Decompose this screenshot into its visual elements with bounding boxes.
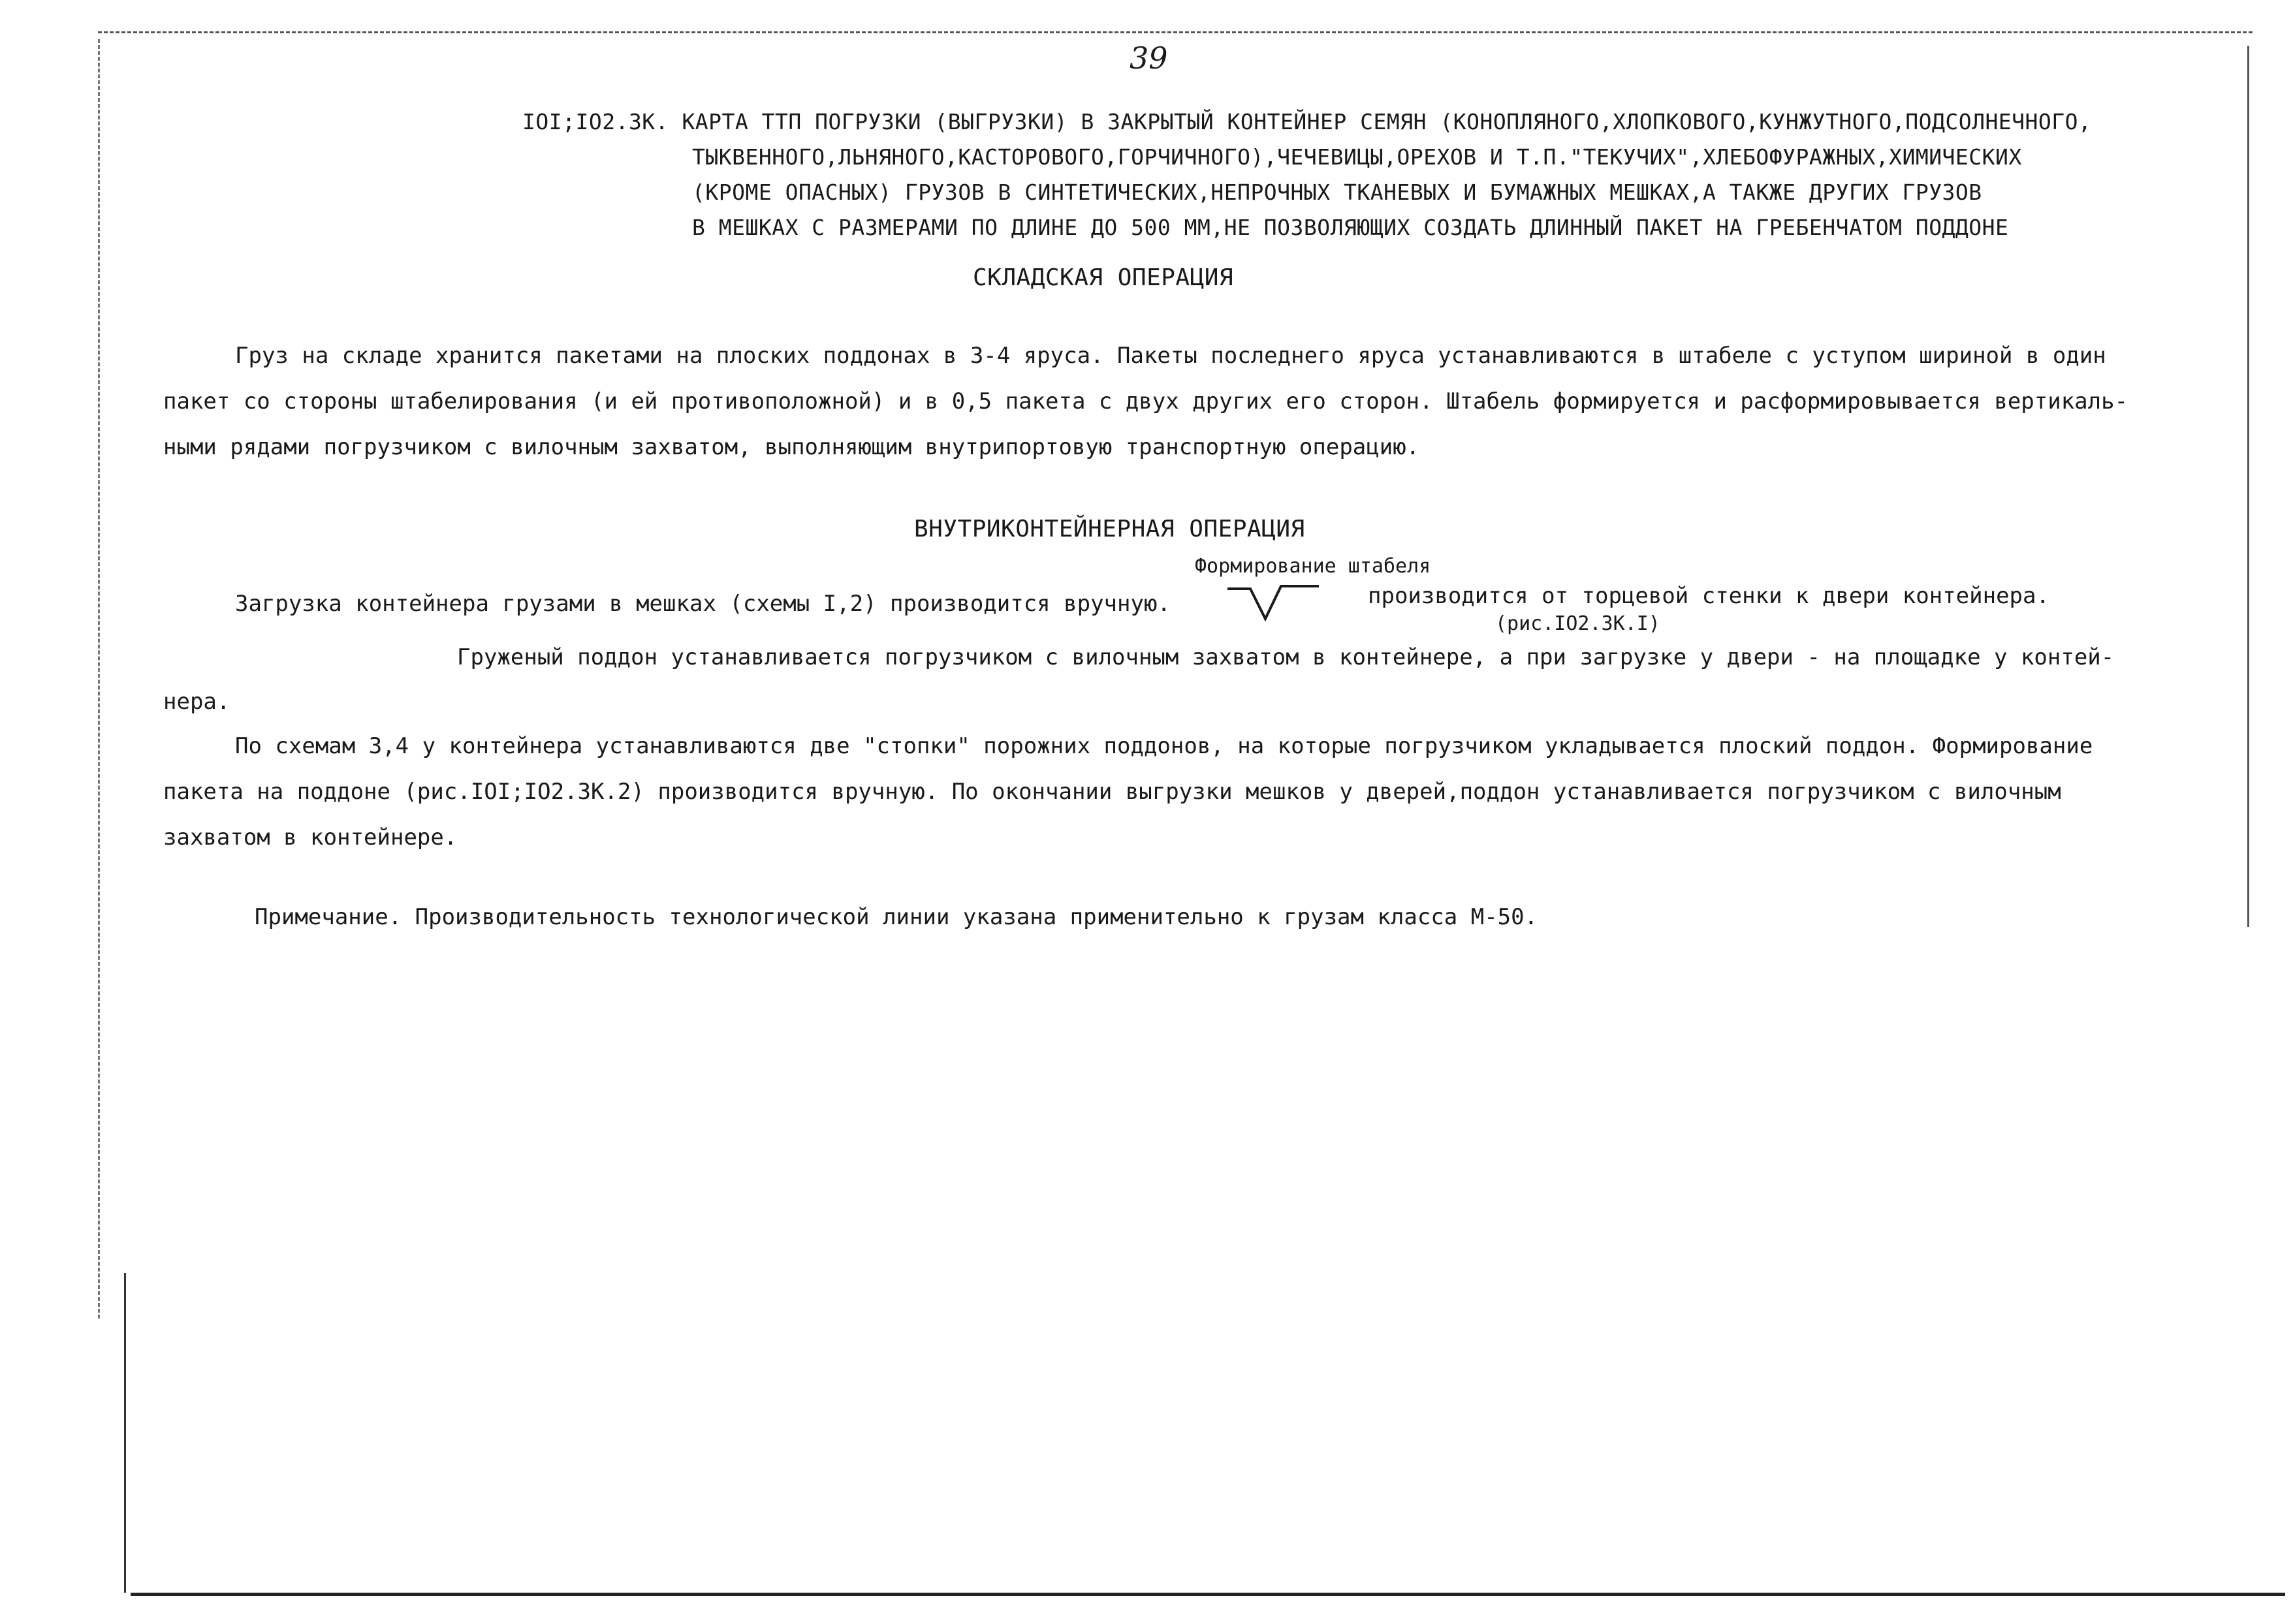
page-frame-right	[2247, 46, 2249, 927]
page-number: 39	[1130, 40, 1168, 76]
paragraph-warehouse	[163, 333, 2239, 470]
container-line-1-left: Загрузка контейнера грузами в мешках (схемы I,2) производится вручную.	[235, 591, 1171, 617]
note: Примечание. Производительность технологической линии указана применительно к грузам класса М-50.	[255, 904, 1538, 930]
container-line-3: нера.	[163, 689, 230, 715]
heading-container-operation: ВНУТРИКОНТЕЙНЕРНАЯ ОПЕРАЦИЯ	[914, 516, 1305, 542]
page-frame-bottom	[131, 1593, 2285, 1596]
pallet-line-3: захватом в контейнере.	[163, 824, 458, 851]
warehouse-line-2: пакет со стороны штабелирования (и ей противоположной) и в 0,5 пакета с двух других его сторон. Штабель формируется и расформировывается вертикаль-	[163, 388, 2128, 414]
paragraph-pallet-stacks	[163, 723, 2239, 860]
warehouse-line-1: Груз на складе хранится пакетами на плоских поддонах в 3-4 яруса. Пакеты последнего яруса устанавливаются в штабеле с уступом шириной в один	[235, 343, 2106, 369]
page-frame-left	[98, 39, 100, 1319]
insertion-mark-icon	[1227, 581, 1319, 627]
title-line-1: IOI;IO2.3К. КАРТА ТТП ПОГРУЗКИ (ВЫГРУЗКИ) В ЗАКРЫТЫЙ КОНТЕЙНЕР СЕМЯН (КОНОПЛЯНОГО,ХЛОПКОВОГО,КУНЖУТНОГО,ПОДСОЛНЕЧНОГО,	[522, 109, 2092, 134]
label-figure-ref: (рис.IO2.3К.I)	[1495, 612, 1660, 635]
title-line-4: В МЕШКАХ С РАЗМЕРАМИ ПО ДЛИНЕ ДО 500 ММ,НЕ ПОЗВОЛЯЮЩИХ СОЗДАТЬ ДЛИННЫЙ ПАКЕТ НА ГРЕБЕНЧАТОМ ПОДДОНЕ	[692, 215, 2009, 240]
label-stack-forming: Формирование штабеля	[1195, 555, 1431, 578]
title-line-2: ТЫКВЕННОГО,ЛЬНЯНОГО,КАСТОРОВОГО,ГОРЧИЧНОГО),ЧЕЧЕВИЦЫ,ОРЕХОВ И Т.П."ТЕКУЧИХ",ХЛЕБОФУРАЖНЫХ,ХИМИЧЕСКИХ	[692, 144, 2022, 170]
pallet-line-2: пакета на поддоне (рис.IOI;IO2.3К.2) производится вручную. По окончании выгрузки мешков у дверей,поддон устанавливается погрузчиком с вилочным	[163, 779, 2061, 805]
container-line-2: Груженый поддон устанавливается погрузчиком с вилочным захватом в контейнере, а при загрузке у двери - на площадке у контей-	[457, 644, 2115, 670]
page-frame-left-lower	[124, 1273, 126, 1593]
page-frame-top	[98, 31, 2253, 33]
pallet-line-1: По схемам 3,4 у контейнера устанавливаются две "стопки" порожних поддонов, на которые погрузчиком укладывается плоский поддон. Формирование	[235, 733, 2093, 759]
heading-warehouse-operation: СКЛАДСКАЯ ОПЕРАЦИЯ	[973, 264, 1234, 291]
warehouse-line-3: ными рядами погрузчиком с вилочным захватом, выполняющим внутрипортовую транспортную операцию.	[163, 434, 1420, 460]
title-line-3: (КРОМЕ ОПАСНЫХ) ГРУЗОВ В СИНТЕТИЧЕСКИХ,НЕПРОЧНЫХ ТКАНЕВЫХ И БУМАЖНЫХ МЕШКАХ,А ТАКЖЕ ДРУГИХ ГРУЗОВ	[692, 180, 1982, 205]
document-title	[522, 104, 2220, 245]
container-line-1-right: производится от торцевой стенки к двери контейнера.	[1368, 583, 2049, 609]
